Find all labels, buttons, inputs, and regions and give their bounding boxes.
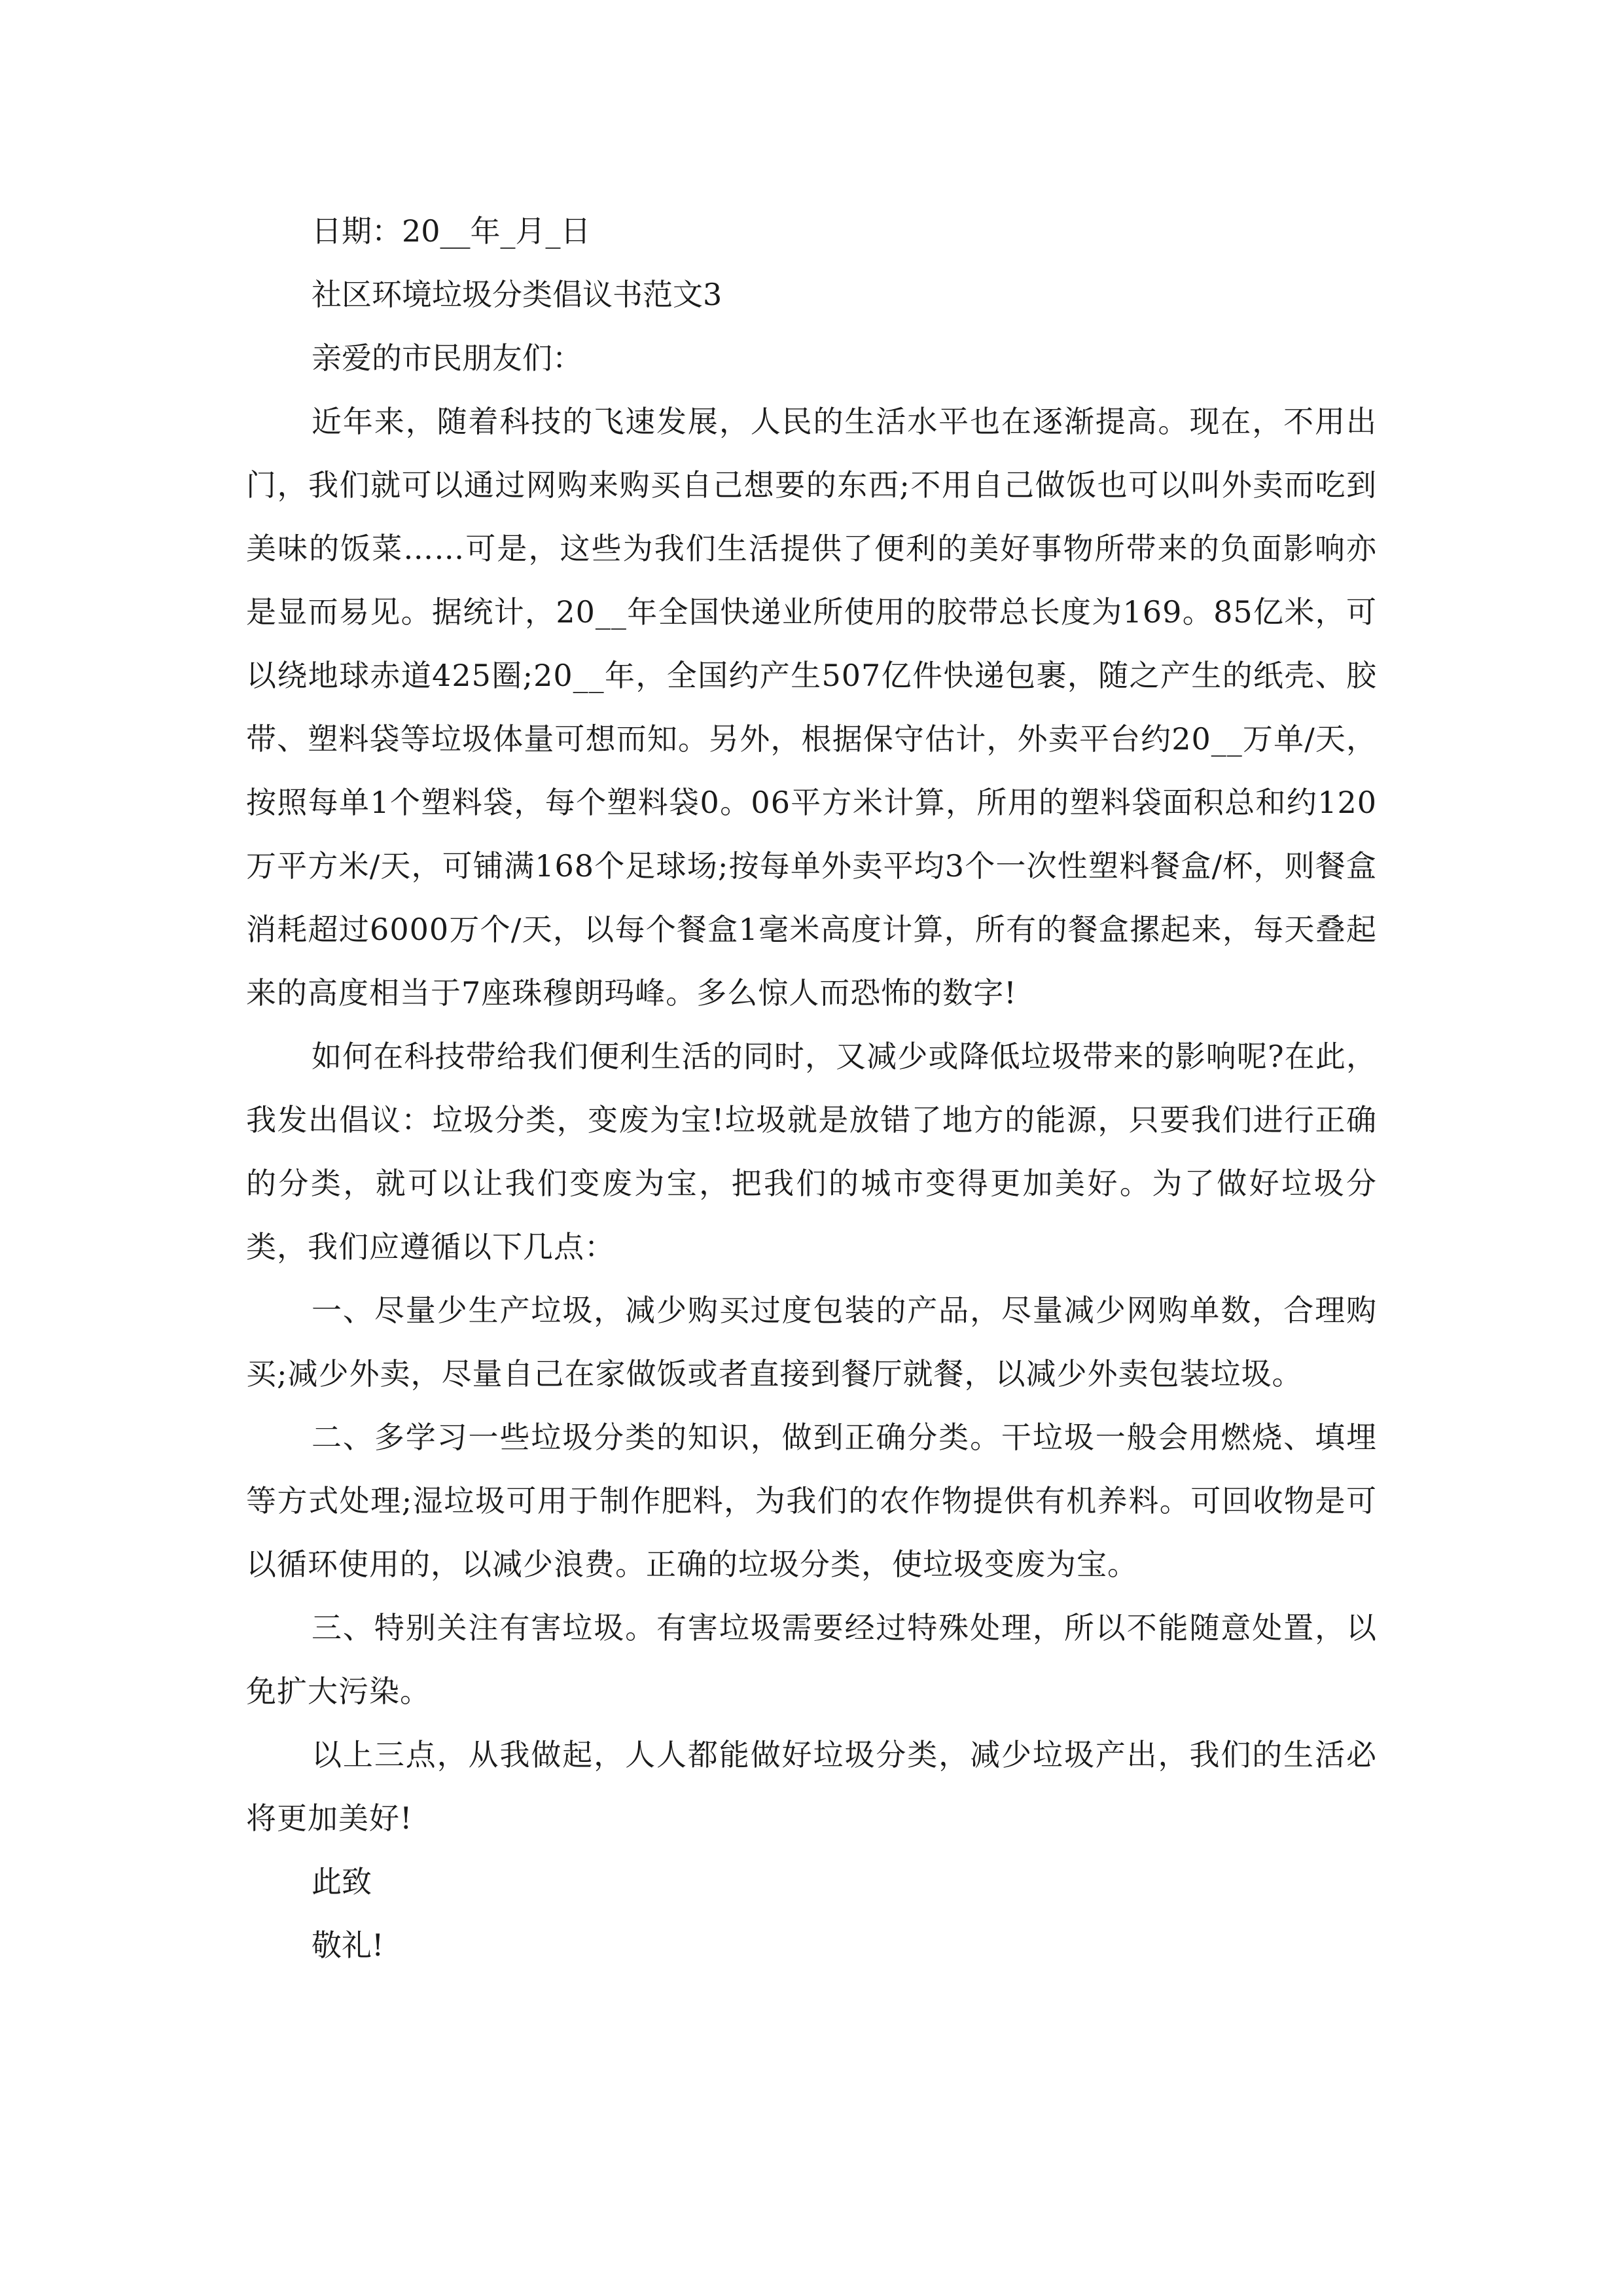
paragraph-point-2: 二、多学习一些垃圾分类的知识，做到正确分类。干垃圾一般会用燃烧、填埋等方式处理;湿垃圾可用于制作肥料，为我们的农作物提供有机养料。可回收物是可以循环使用的，以减少浪费。正确的垃圾分类，使垃圾变废为宝。 <box>246 1420 1377 1582</box>
salutation: 亲爱的市民朋友们： <box>312 340 582 376</box>
paragraph-point-1: 一、尽量少生产垃圾，减少购买过度包装的产品，尽量减少网购单数，合理购买;减少外卖，尽量自己在家做饭或者直接到餐厅就餐，以减少外卖包装垃圾。 <box>246 1293 1377 1391</box>
paragraph-point-3: 三、特别关注有害垃圾。有害垃圾需要经过特殊处理，所以不能随意处置，以免扩大污染。 <box>246 1610 1377 1709</box>
paragraph-conclusion: 以上三点，从我做起，人人都能做好垃圾分类，减少垃圾产出，我们的生活必将更加美好! <box>246 1737 1377 1836</box>
document-title: 社区环境垃圾分类倡议书范文3 <box>312 277 722 312</box>
date-line: 日期：20__年_月_日 <box>312 213 591 249</box>
paragraph-proposal: 如何在科技带给我们便利生活的同时，又减少或降低垃圾带来的影响呢?在此，我发出倡议：垃圾分类，变废为宝!垃圾就是放错了地方的能源，只要我们进行正确的分类，就可以让我们变废为宝，把我们的城市变得更加美好。为了做好垃圾分类，我们应遵循以下几点： <box>246 1039 1377 1265</box>
document-body <box>246 200 1377 1977</box>
paragraph-intro: 近年来，随着科技的飞速发展，人民的生活水平也在逐渐提高。现在，不用出门，我们就可以通过网购来购买自己想要的东西;不用自己做饭也可以叫外卖而吃到美味的饭菜……可是，这些为我们生活提供了便利的美好事物所带来的负面影响亦是显而易见。据统计，20__年全国快递业所使用的胶带总长度为169。85亿米，可以绕地球赤道425圈;20__年，全国约产生507亿件快递包裹，随之产生的纸壳、胶带、塑料袋等垃圾体量可想而知。另外，根据保守估计，外卖平台约20__万单/天，按照每单1个塑料袋，每个塑料袋0。06平方米计算，所用的塑料袋面积总和约120万平方米/天，可铺满168个足球场;按每单外卖平均3个一次性塑料餐盒/杯，则餐盒消耗超过6000万个/天，以每个餐盒1毫米高度计算，所有的餐盒摞起来，每天叠起来的高度相当于7座珠穆朗玛峰。多么惊人而恐怖的数字! <box>246 404 1377 1011</box>
closing-line-1: 此致 <box>312 1864 372 1899</box>
closing-line-2: 敬礼! <box>312 1928 384 1963</box>
